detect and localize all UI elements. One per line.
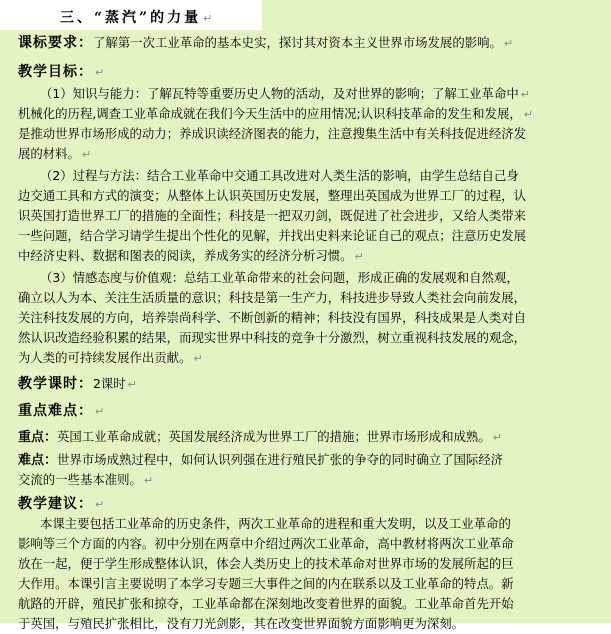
keypoints-heading-line: 重点难点： ↵ <box>18 403 105 419</box>
key-point-label: 重点： <box>18 430 58 445</box>
suggestions-line: 本课主要包括工业革命的历史条件，两次工业革命的进程和重大发明，以及工业革命的 <box>40 516 511 531</box>
paragraph-mark: ↵ <box>95 66 105 79</box>
goals-line: 边交通工具和方式的演变；从整体上认识英国历史发展，整理出英国成为世界工厂的过程，认 <box>18 188 527 203</box>
goals-line: （3）情感态度与价值观：总结工业革命带来的社会问题，形成正确的发展观和自然观， <box>40 270 519 285</box>
goals-line: 为人类的可持续发展作出贡献。 ↵ <box>18 350 203 365</box>
key-point-line: 重点：英国工业革命成就；英国发展经济成为世界工厂的措施；世界市场形成和成熟。 ↵ <box>18 429 502 445</box>
goals-line: 关注科技发展的方向，培养崇尚科学、不断创新的精神；科技没有国界，科技成果是人类对自 <box>18 310 527 325</box>
curriculum-heading: 课标要求： <box>18 35 93 51</box>
suggestions-line: 影响等三个方面的内容。初中分别在两章中介绍过两次工业革命，高中教材将两次工业革命 <box>18 536 514 551</box>
hard-point-label: 难点： <box>18 453 58 468</box>
key-point-text: 英国工业革命成就；英国发展经济成为世界工厂的措施；世界市场形成和成熟。 <box>57 429 491 444</box>
goals-line: 然认识改造经验积累的结果，而现实世界中科技的竞争十分激烈，树立重视科技发展的观念， <box>18 330 527 345</box>
curriculum-text: 了解第一次工业革命的基本史实，探讨其对资本主义世界市场发展的影响。 <box>93 35 502 50</box>
hours-heading: 教学课时： <box>18 376 93 392</box>
goals-line: 确立以人为本、关注生活质量的意识；科技是第一生产力，科技进步导致人类社会向前发展， <box>18 290 527 305</box>
suggestions-line: 于英国，与殖民扩张相比，没有刀光剑影，其在改变世界面貌方面影响更为深刻。 <box>18 616 465 631</box>
goals-line: 机械化的历程,调查工业革命成就在我们今天生活中的应用情况;认识科技革命的发生和发展， ↵ <box>18 106 533 121</box>
hours-line: 教学课时：2课时 ↵ <box>18 376 137 392</box>
goals-heading: 教学目标： <box>18 64 93 80</box>
suggestions-line: 大作用。本课引言主要说明了本学习专题三大事件之间的内在联系以及工业革命的特点。新 <box>18 576 514 591</box>
suggestions-line: 航路的开辟，殖民扩张和掠夺，工业革命都在深刻地改变着世界的面貌。工业革命首先开始 <box>18 596 514 611</box>
keypoints-heading: 重点难点： <box>18 403 93 419</box>
goals-line: 一些问题，结合学习请学生提出个性化的见解，并找出史料来论证自己的观点；注意历史发展 <box>18 228 527 243</box>
goals-line: 中经济史料、数据和图表的阅读，养成务实的经济分析习惯。 ↵ <box>18 248 364 263</box>
goals-line: （2）过程与方法：结合工业革命中交通工具改进对人类生活的影响，由学生总结自己身 <box>40 168 519 183</box>
paragraph-mark: ↵ <box>503 37 514 50</box>
goals-line: 识英国打造世界工厂的措施的全面性；科技是一把双刃剑，既促进了社会进步，又给人类带来 <box>18 208 527 223</box>
hours-text: 2课时 <box>93 376 126 391</box>
suggestions-heading-line: 教学建议： ↵ <box>18 496 105 512</box>
hard-point-line: 交流的一些基本准则。 ↵ <box>18 472 154 487</box>
suggestions-heading: 教学建议： <box>18 496 93 512</box>
goals-line: 是推动世界市场形成的动力；养成识读经济图表的能力，注意搜集生活中有关科技促进经济发 <box>18 126 527 141</box>
curriculum-line <box>18 33 513 53</box>
lesson-title: 三、“蒸汽”的力量 ↵ <box>60 10 213 26</box>
goals-line: （1）知识与能力：了解瓦特等重要历史人物的活动，及对世界的影响；了解工业革命中 ↵ <box>40 86 530 101</box>
goals-line: 展的材料。 ↵ <box>18 146 92 161</box>
paragraph-mark: ↵ <box>203 12 213 25</box>
hard-point-line: 难点：世界市场成熟过程中，如何认识列强在进行殖民扩张的争夺的同时确立了国际经济 <box>18 452 504 468</box>
goals-heading-line <box>18 62 104 82</box>
suggestions-line: 放在一起，便于学生形成整体认识，体会人类历史上的技术革命对世界市场的发展所起的巨 <box>18 556 514 571</box>
